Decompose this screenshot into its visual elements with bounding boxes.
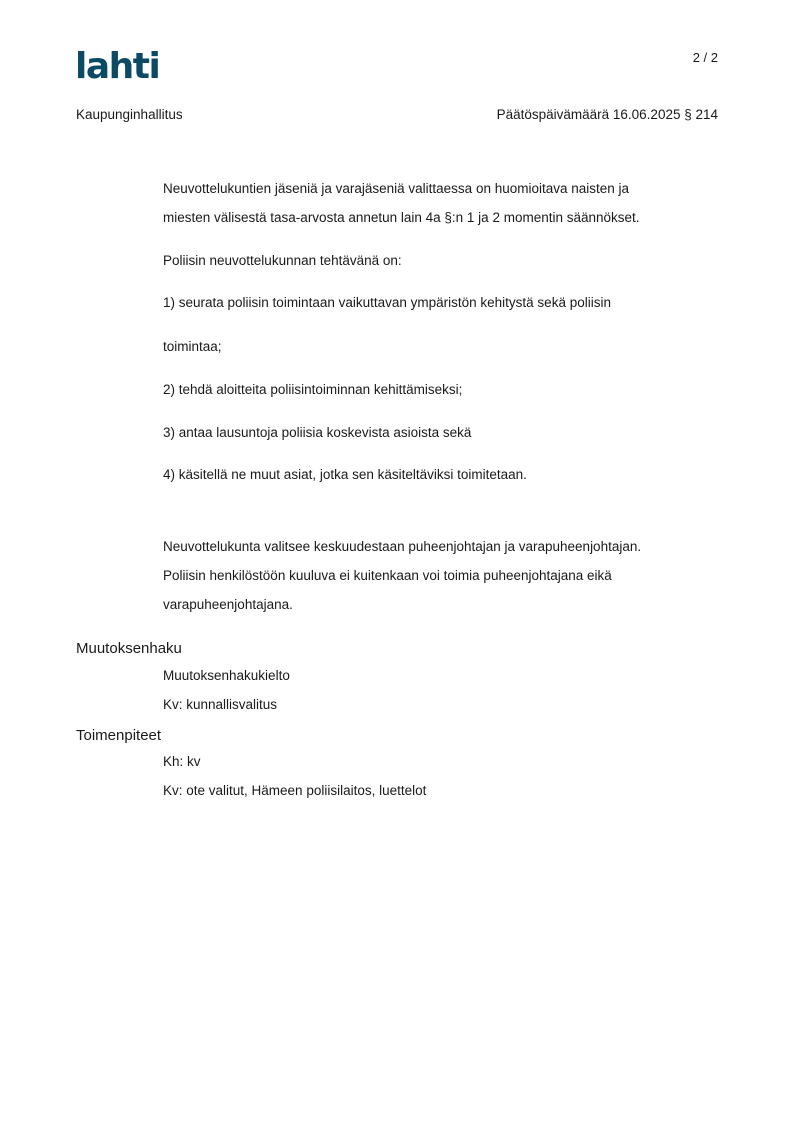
organ-name: Kaupunginhallitus <box>76 107 183 122</box>
appeal-line: Kv: kunnallisvalitus <box>163 697 278 712</box>
appeal-heading: Muutoksenhaku <box>76 640 182 657</box>
svg-text:lahti: lahti <box>75 46 160 84</box>
body-line: miesten välisestä tasa-arvosta annetun lain 4a §:n 1 ja 2 momentin säännökset. <box>163 210 640 225</box>
body-line: 4) käsitellä ne muut asiat, jotka sen käsiteltäviksi toimitetaan. <box>163 467 527 482</box>
body-line: Poliisin henkilöstöön kuuluva ei kuitenkaan voi toimia puheenjohtajana eikä <box>163 568 612 583</box>
appeal-line: Muutoksenhakukielto <box>163 668 290 683</box>
page-number: 2 / 2 <box>692 50 718 65</box>
actions-heading: Toimenpiteet <box>76 727 162 744</box>
body-line: Poliisin neuvottelukunnan tehtävänä on: <box>163 253 402 268</box>
body-line: Neuvottelukuntien jäseniä ja varajäseniä valittaessa on huomioitava naisten ja <box>163 181 630 196</box>
body-line: varapuheenjohtajana. <box>163 597 293 612</box>
actions-line: Kh: kv <box>163 754 201 769</box>
body-line: 3) antaa lausuntoja poliisia koskevista asioista sekä <box>163 425 472 440</box>
body-line: 2) tehdä aloitteita poliisintoiminnan kehittämiseksi; <box>163 382 463 397</box>
body-line: 1) seurata poliisin toimintaan vaikuttavan ympäristön kehitystä sekä poliisin <box>163 295 611 310</box>
lahti-logo <box>75 44 167 84</box>
actions-line: Kv: ote valitut, Hämeen poliisilaitos, luettelot <box>163 783 427 798</box>
body-line: toimintaa; <box>163 339 222 354</box>
body-line: Neuvottelukunta valitsee keskuudestaan puheenjohtajan ja varapuheenjohtajan. <box>163 539 642 554</box>
decision-reference: Päätöspäivämäärä 16.06.2025 § 214 <box>496 107 718 122</box>
